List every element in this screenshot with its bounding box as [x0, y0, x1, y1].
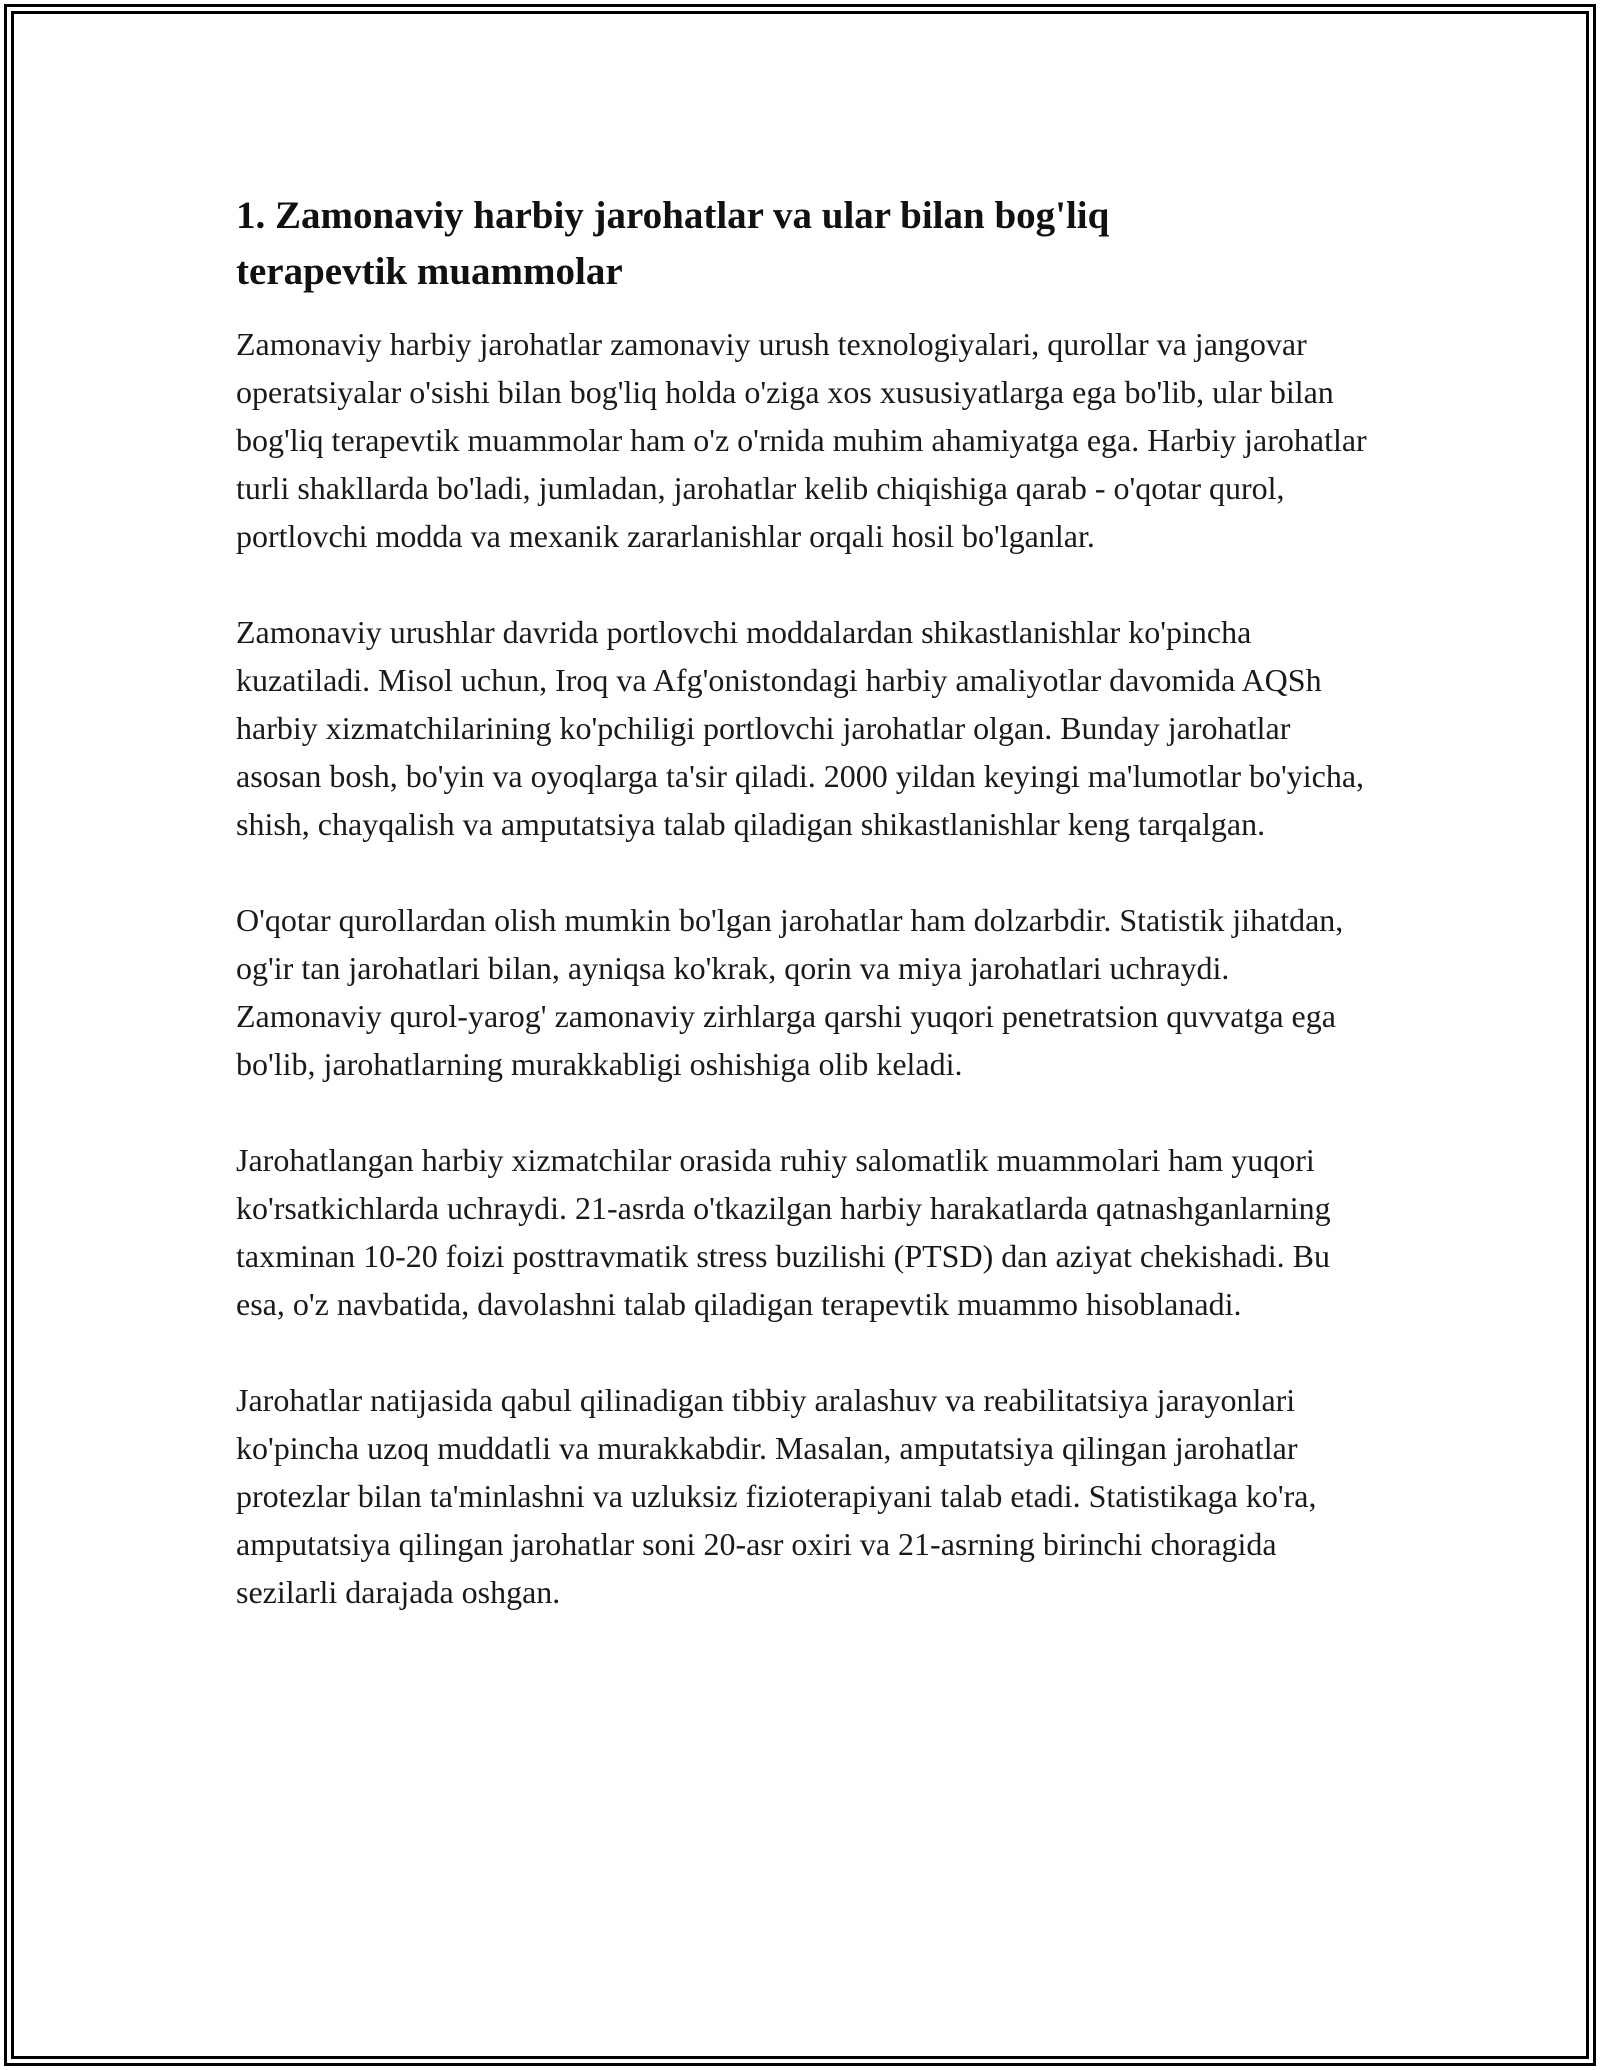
paragraph: Zamonaviy urushlar davrida portlovchi moddalardan shikastlanishlar ko'pincha kuzatiladi. Misol uchun, Iroq va Afg'onistondagi harbiy amaliyotlar davomida AQSh harbiy xizmatchilarining ko'pchiligi portlovchi jarohatlar olgan. Bunday jarohatlar asosan bosh, bo'yin va oyoqlarga ta'sir qiladi. 2000 yildan keyingi ma'lumotlar bo'yicha, shish, chayqalish va amputatsiya talab qiladigan shikastlanishlar keng tarqalgan.: [236, 614, 1365, 842]
paragraph: Zamonaviy harbiy jarohatlar zamonaviy urush texnologiyalari, qurollar va jangovar operatsiyalar o'sishi bilan bog'liq holda o'ziga xos xususiyatlarga ega bo'lib, ular bilan bog'liq terapevtik muammolar ham o'z o'rnida muhim ahamiyatga ega. Harbiy jarohatlar turli shakllarda bo'ladi, jumladan, jarohatlar kelib chiqishiga qarab - o'qotar qurol, portlovchi modda va mexanik zararlanishlar orqali hosil bo'lganlar.: [236, 326, 1367, 554]
section-heading-line-1: 1. Zamonaviy harbiy jarohatlar va ular bilan bog'liq: [236, 194, 1110, 237]
paragraph: Jarohatlangan harbiy xizmatchilar orasida ruhiy salomatlik muammolari ham yuqori ko'rsatkichlarda uchraydi. 21-asrda o'tkazilgan harbiy harakatlarda qatnashganlarning taxminan 10-20 foizi posttravmatik stress buzilishi (PTSD) dan aziyat chekishadi. Bu esa, o'z navbatida, davolashni talab qiladigan terapevtik muammo hisoblanadi.: [236, 1142, 1331, 1322]
paragraph: O'qotar qurollardan olish mumkin bo'lgan jarohatlar ham dolzarbdir. Statistik jihatdan, og'ir tan jarohatlari bilan, ayniqsa ko'krak, qorin va miya jarohatlari uchraydi. Zamonaviy qurol-yarog' zamonaviy zirhlarga qarshi yuqori penetratsion quvvatga ega bo'lib, jarohatlarning murakkabligi oshishiga olib keladi.: [236, 902, 1344, 1082]
paragraph: Jarohatlar natijasida qabul qilinadigan tibbiy aralashuv va reabilitatsiya jarayonlari ko'pincha uzoq muddatli va murakkabdir. Masalan, amputatsiya qilingan jarohatlar protezlar bilan ta'minlashni va uzluksiz fizioterapiyani talab etadi. Statistikaga ko'ra, amputatsiya qilingan jarohatlar soni 20-asr oxiri va 21-asrning birinchi choragida sezilarli darajada oshgan.: [236, 1382, 1317, 1610]
section-heading: [236, 188, 1376, 300]
section-heading-line-2: terapevtik muammolar: [236, 250, 623, 293]
document-body: [236, 188, 1376, 1616]
